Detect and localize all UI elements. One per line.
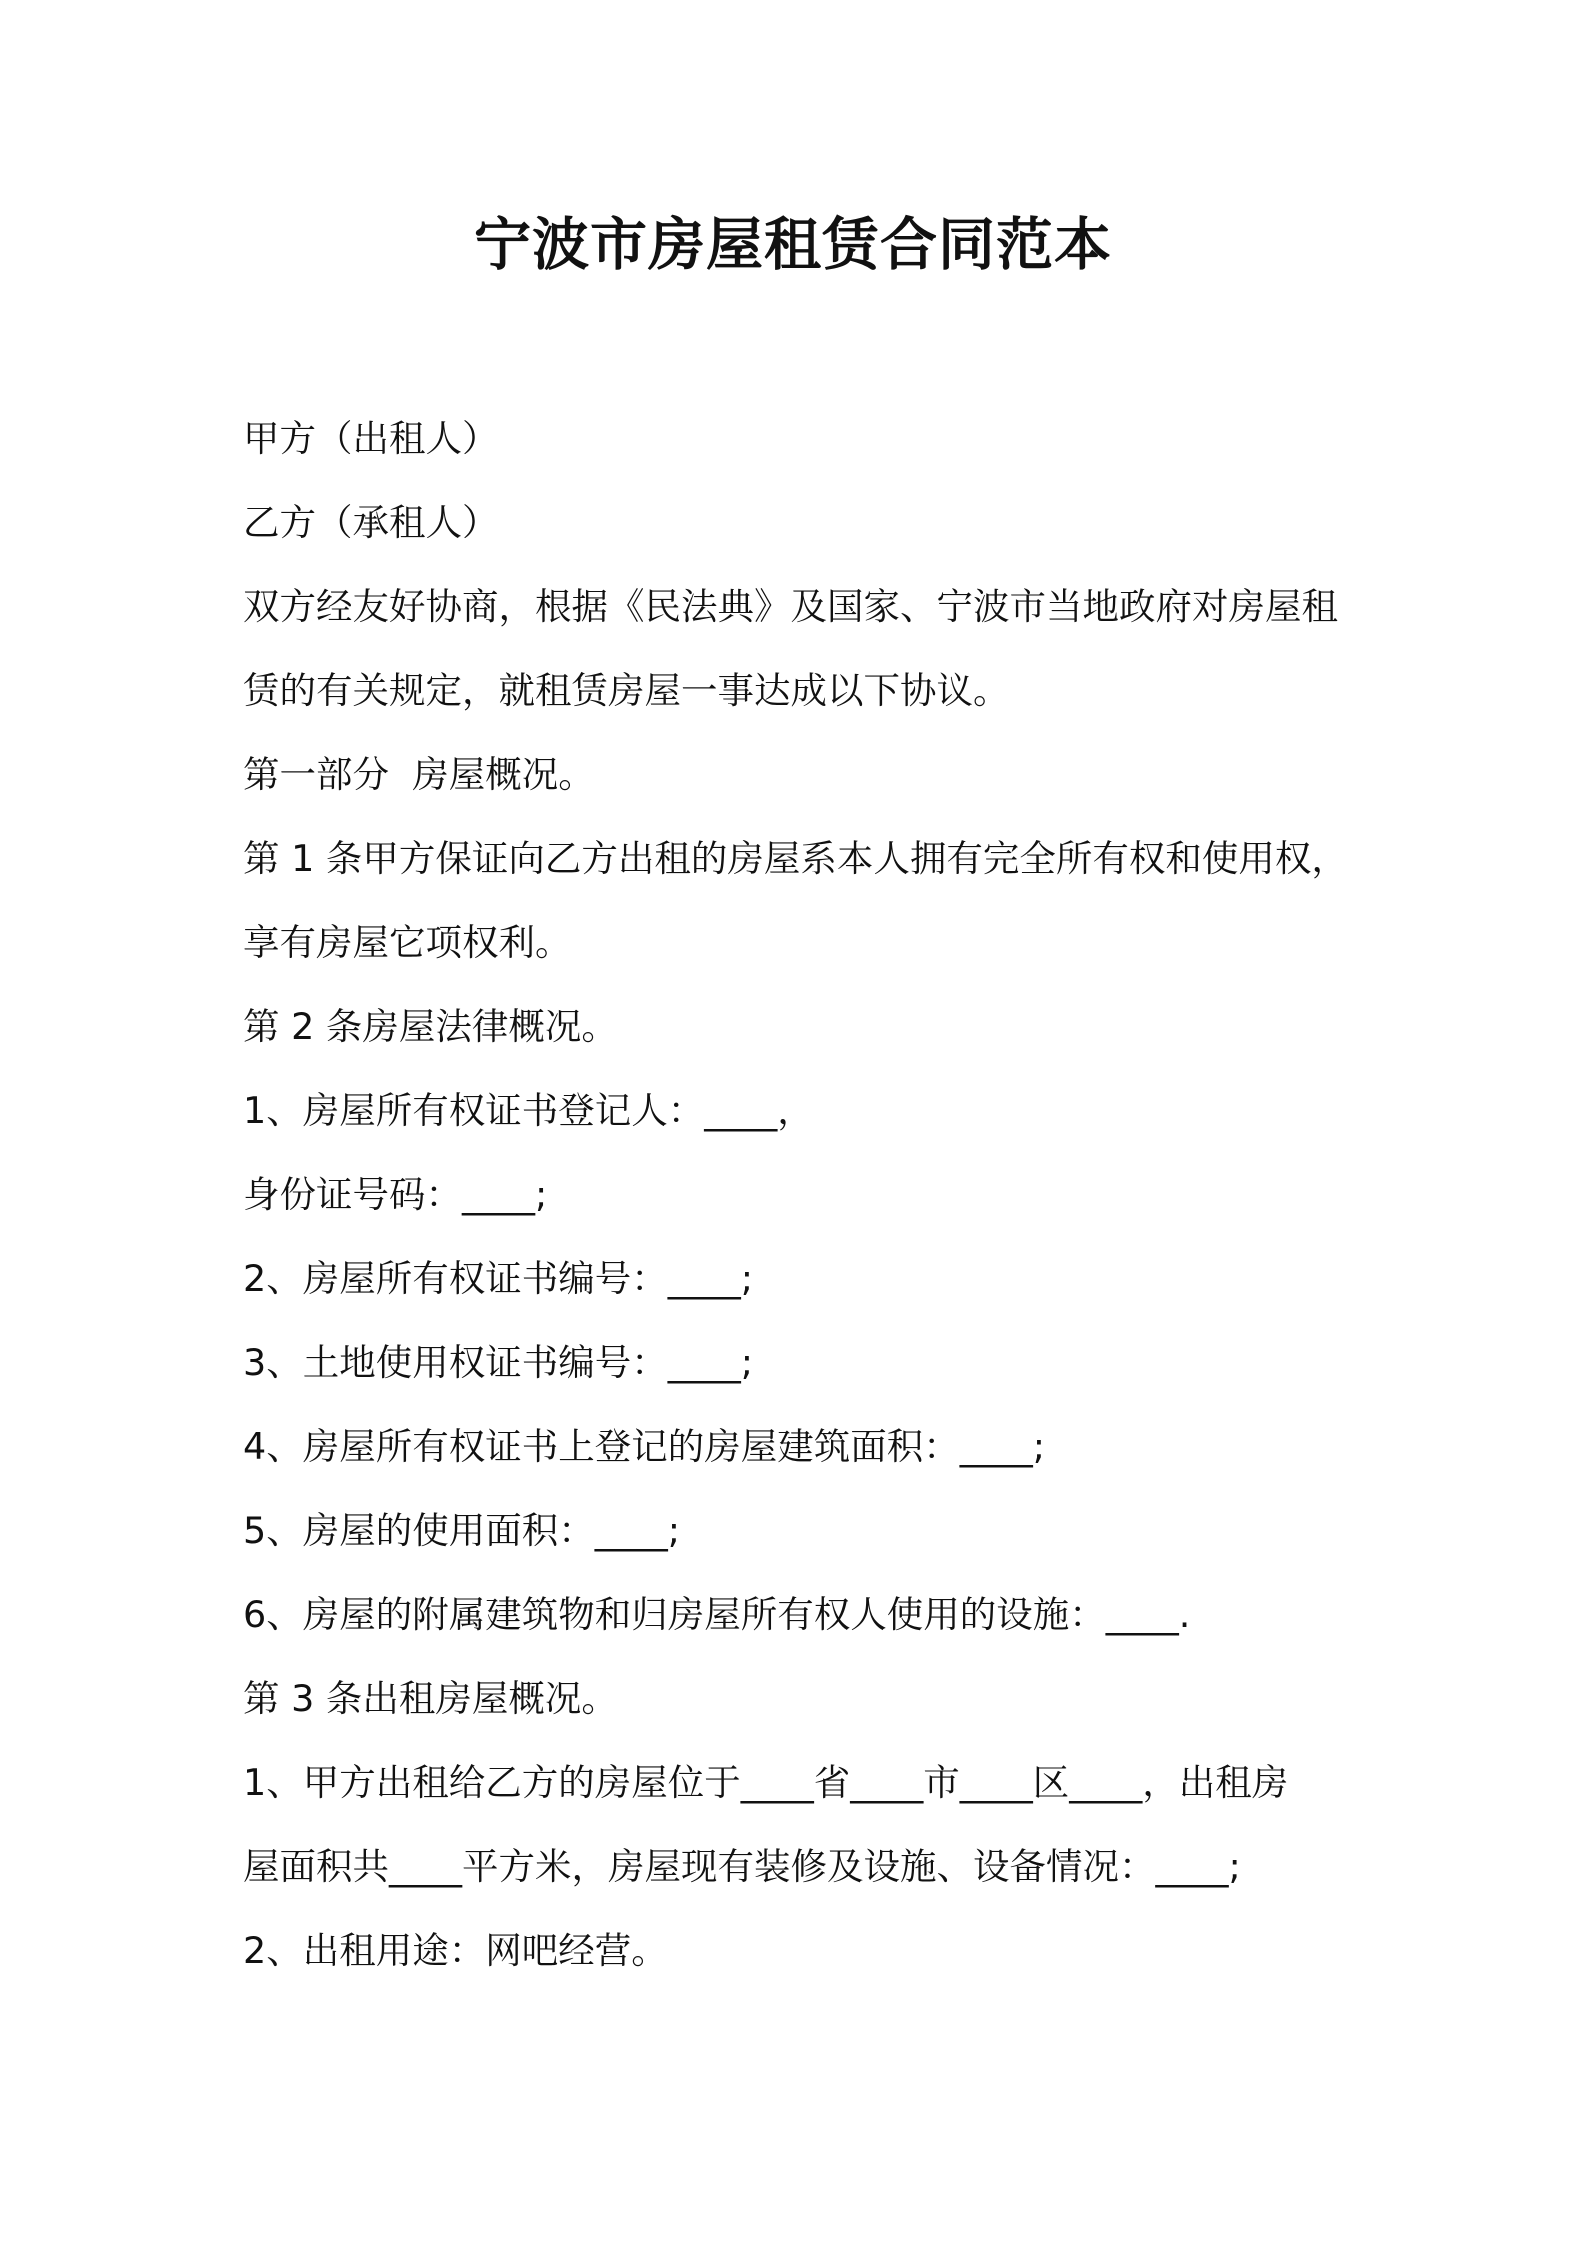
article-3-item-1-line-1: 1、甲方出租给乙方的房屋位于____省____市____区____，出租房 (243, 1761, 1289, 1804)
article-2-item-6: 6、房屋的附属建筑物和归房屋所有权人使用的设施：____. (243, 1593, 1191, 1636)
party-a-line: 甲方（出租人） (243, 417, 499, 460)
article-2-item-3: 3、土地使用权证书编号：____; (243, 1341, 754, 1384)
article-1-line-1: 第 1 条甲方保证向乙方出租的房屋系本人拥有完全所有权和使用权， (243, 837, 1348, 880)
article-1-line-2: 享有房屋它项权利。 (243, 921, 572, 964)
article-2-heading: 第 2 条房屋法律概况。 (243, 1005, 618, 1048)
article-3-item-1-line-2: 屋面积共____平方米，房屋现有装修及设施、设备情况：____; (243, 1845, 1241, 1888)
article-3-heading: 第 3 条出租房屋概况。 (243, 1677, 618, 1720)
preamble-line-1: 双方经友好协商，根据《民法典》及国家、宁波市当地政府对房屋租 (243, 585, 1338, 628)
document-body (243, 397, 1363, 1993)
article-2-item-4: 4、房屋所有权证书上登记的房屋建筑面积：____; (243, 1425, 1046, 1468)
article-2-id-number: 身份证号码：____; (243, 1173, 548, 1216)
party-b-line: 乙方（承租人） (243, 501, 499, 544)
article-2-item-2: 2、房屋所有权证书编号：____; (243, 1257, 754, 1300)
preamble-line-2: 赁的有关规定，就租赁房屋一事达成以下协议。 (243, 669, 1010, 712)
article-2-item-5: 5、房屋的使用面积：____; (243, 1509, 681, 1552)
article-2-item-1: 1、房屋所有权证书登记人：____， (243, 1089, 814, 1132)
article-3-item-2: 2、出租用途：网吧经营。 (243, 1929, 668, 1972)
part-one-heading: 第一部分 房屋概况。 (243, 753, 595, 796)
document-title: 宁波市房屋租赁合同范本 (474, 212, 1112, 278)
